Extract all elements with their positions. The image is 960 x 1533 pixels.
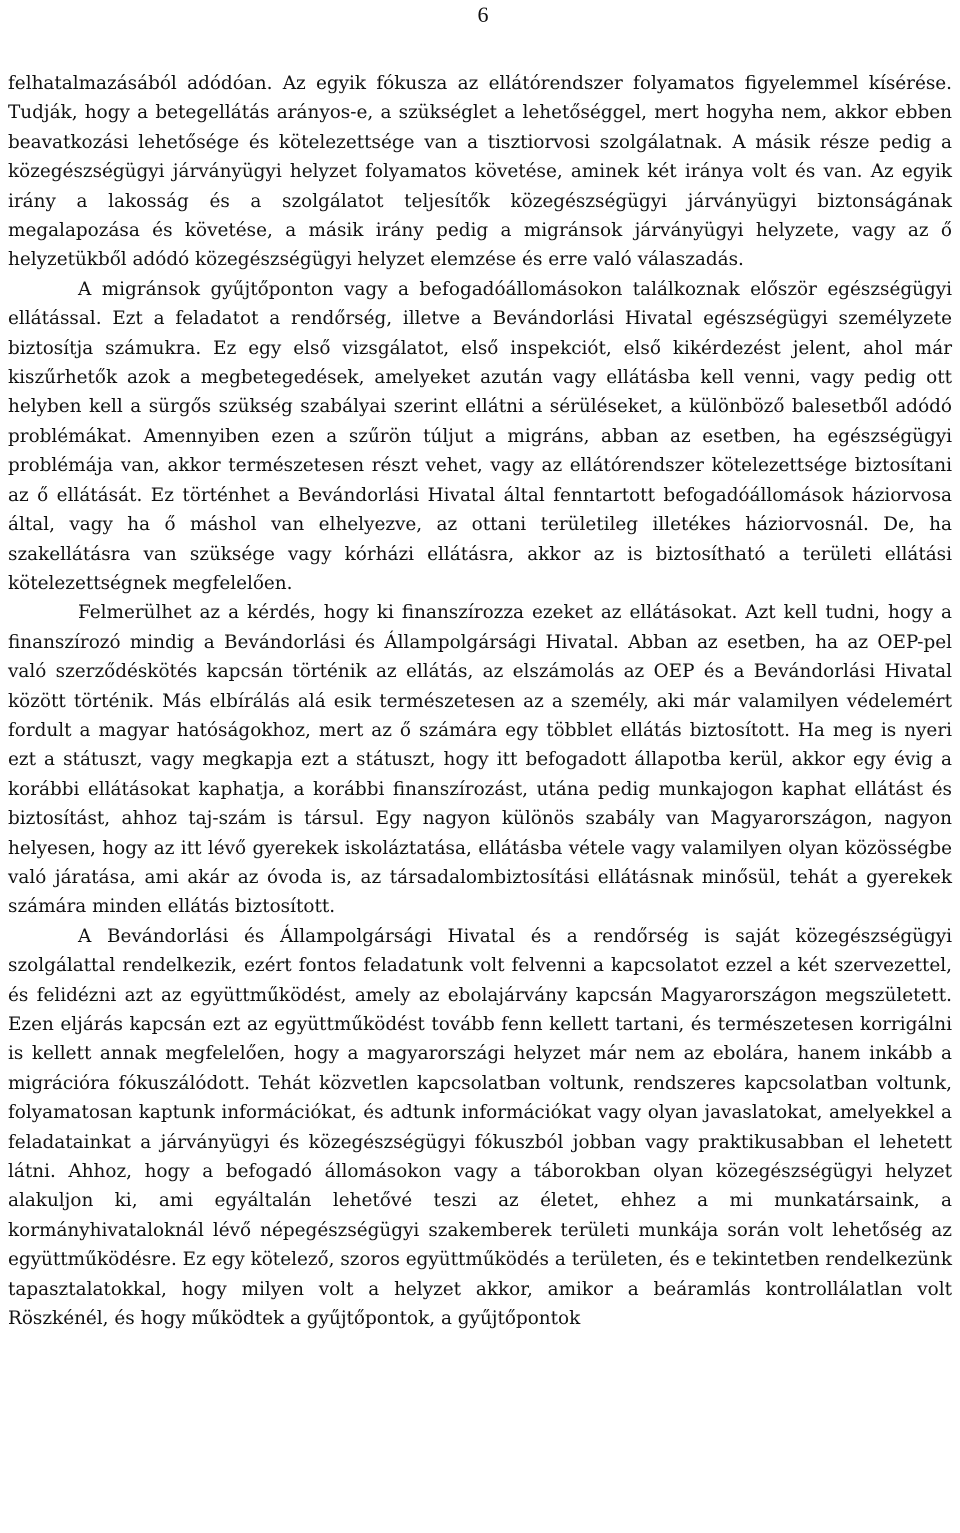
paragraph-1: felhatalmazásából adódóan. Az egyik fókusza az ellátórendszer folyamatos figyelemmel kísérése. Tudják, hogy a betegellátás arányos-e, a szükséglet a lehetőséggel, mert hogyha nem, akkor ebben beavatkozási lehetősége és kötelezettsége van a tisztiorvosi szolgálatnak. A másik része pedig a közegészségügyi járványügyi helyzet folyamatos követése, aminek két iránya volt és van. Az egyik irány a lakosság és a szolgálatot teljesítők közegészségügyi járványügyi biztonságának megalapozása és követése, a másik irány pedig a migránsok járványügyi helyzete, vagy az ő helyzetükből adódó közegészségügyi helyzet elemzése és erre való válaszadás. <box>8 73 952 271</box>
paragraph-2: A migránsok gyűjtőponton vagy a befogadóállomásokon találkoznak először egészségügyi ellátással. Ezt a feladatot a rendőrség, illetve a Bevándorlási Hivatal egészségügyi személyzete biztosítja számukra. Ez egy első vizsgálatot, első inspekciót, első kikérdezést jelent, ahol már kiszűrhetők azok a megbetegedések, amelyeket azután vagy ellátásba kell venni, vagy pedig ott helyben kell a sürgős szükség szabályai szerint ellátni a sérüléseket, a különböző balesetből adódó problémákat. Amennyiben ezen a szűrön túljut a migráns, abban az esetben, ha egészségügyi problémája van, akkor természetesen részt vehet, vagy az ellátórendszer kötelezettsége biztosítani az ő ellátását. Ez történhet a Bevándorlási Hivatal által fenntartott befogadóállomások háziorvosa által, vagy ha ő máshol van elhelyezve, az ottani területileg illetékes háziorvosnál. De, ha szakellátásra van szüksége vagy kórházi ellátásra, akkor az is biztosítható a területi ellátási kötelezettségnek megfelelően. <box>8 278 952 594</box>
page-number: 6 <box>477 2 489 27</box>
paragraph-3: Felmerülhet az a kérdés, hogy ki finanszírozza ezeket az ellátásokat. Azt kell tudni, hogy a finanszírozó mindig a Bevándorlási és Állampolgársági Hivatal. Abban az esetben, ha az OEP-pel való szerződéskötés kapcsán történik az ellátás, az elszámolás az OEP és a Bevándorlási Hivatal között történik. Más elbírálás alá esik természetesen az a személy, aki már valamilyen védelemért fordult a magyar hatóságokhoz, mert az ő számára egy többlet ellátás biztosított. Ha meg is nyeri ezt a státuszt, vagy megkapja ezt a státuszt, hogy itt befogadott állapotba kerül, akkor egy évig a korábbi ellátásokat kaphatja, a korábbi finanszírozást, utána pedig munkajogon kaphat ellátást és biztosítást, ahhoz taj-szám is társul. Egy nagyon különös szabály van Magyarországon, nagyon helyesen, hogy az itt lévő gyerekek iskoláztatása, ellátásba vétele vagy valamilyen olyan közösségbe való járatása, ami akár az óvoda is, az társadalombiztosítási ellátásnak minősül, tehát a gyerekek számára minden ellátás biztosított. <box>8 602 952 918</box>
document-body <box>8 69 952 1333</box>
paragraph-4: A Bevándorlási és Állampolgársági Hivatal és a rendőrség is saját közegészségügyi szolgálattal rendelkezik, ezért fontos feladatunk volt felvenni a kapcsolatot ezzel a két szervezettel, és felidézni azt az együttműködést, amely az ebolajárvány kapcsán Magyarországon megszületett. Ezen eljárás kapcsán ezt az együttműködést tovább fenn kellett tartani, és természetesen korrigálni is kellett annak megfelelően, hogy a magyarországi helyzet már nem az ebolára, hanem inkább a migrációra fókuszálódott. Tehát közvetlen kapcsolatban voltunk, rendszeres kapcsolatban voltunk, folyamatosan kaptunk információkat, és adtunk információkat vagy olyan javaslatokat, amelyekkel a feladatainkat a járványügyi és közegészségügyi fókuszból jobban vagy praktikusabban el lehetett látni. Ahhoz, hogy a befogadó állomásokon vagy a táborokban olyan közegészségügyi helyzet alakuljon ki, ami egyáltalán lehetővé teszi az életet, ehhez a mi munkatársaink, a kormányhivataloknál lévő népegészségügyi szakemberek területi munkája során volt lehetőség az együttműködésre. Ez egy kötelező, szoros együttműködés a területen, és e tekintetben rendelkezünk tapasztalatokkal, hogy milyen volt a helyzet akkor, amikor a beáramlás kontrollálatlan volt Röszkénél, és hogy működtek a gyűjtőpontok, a gyűjtőpontok <box>8 925 952 1330</box>
